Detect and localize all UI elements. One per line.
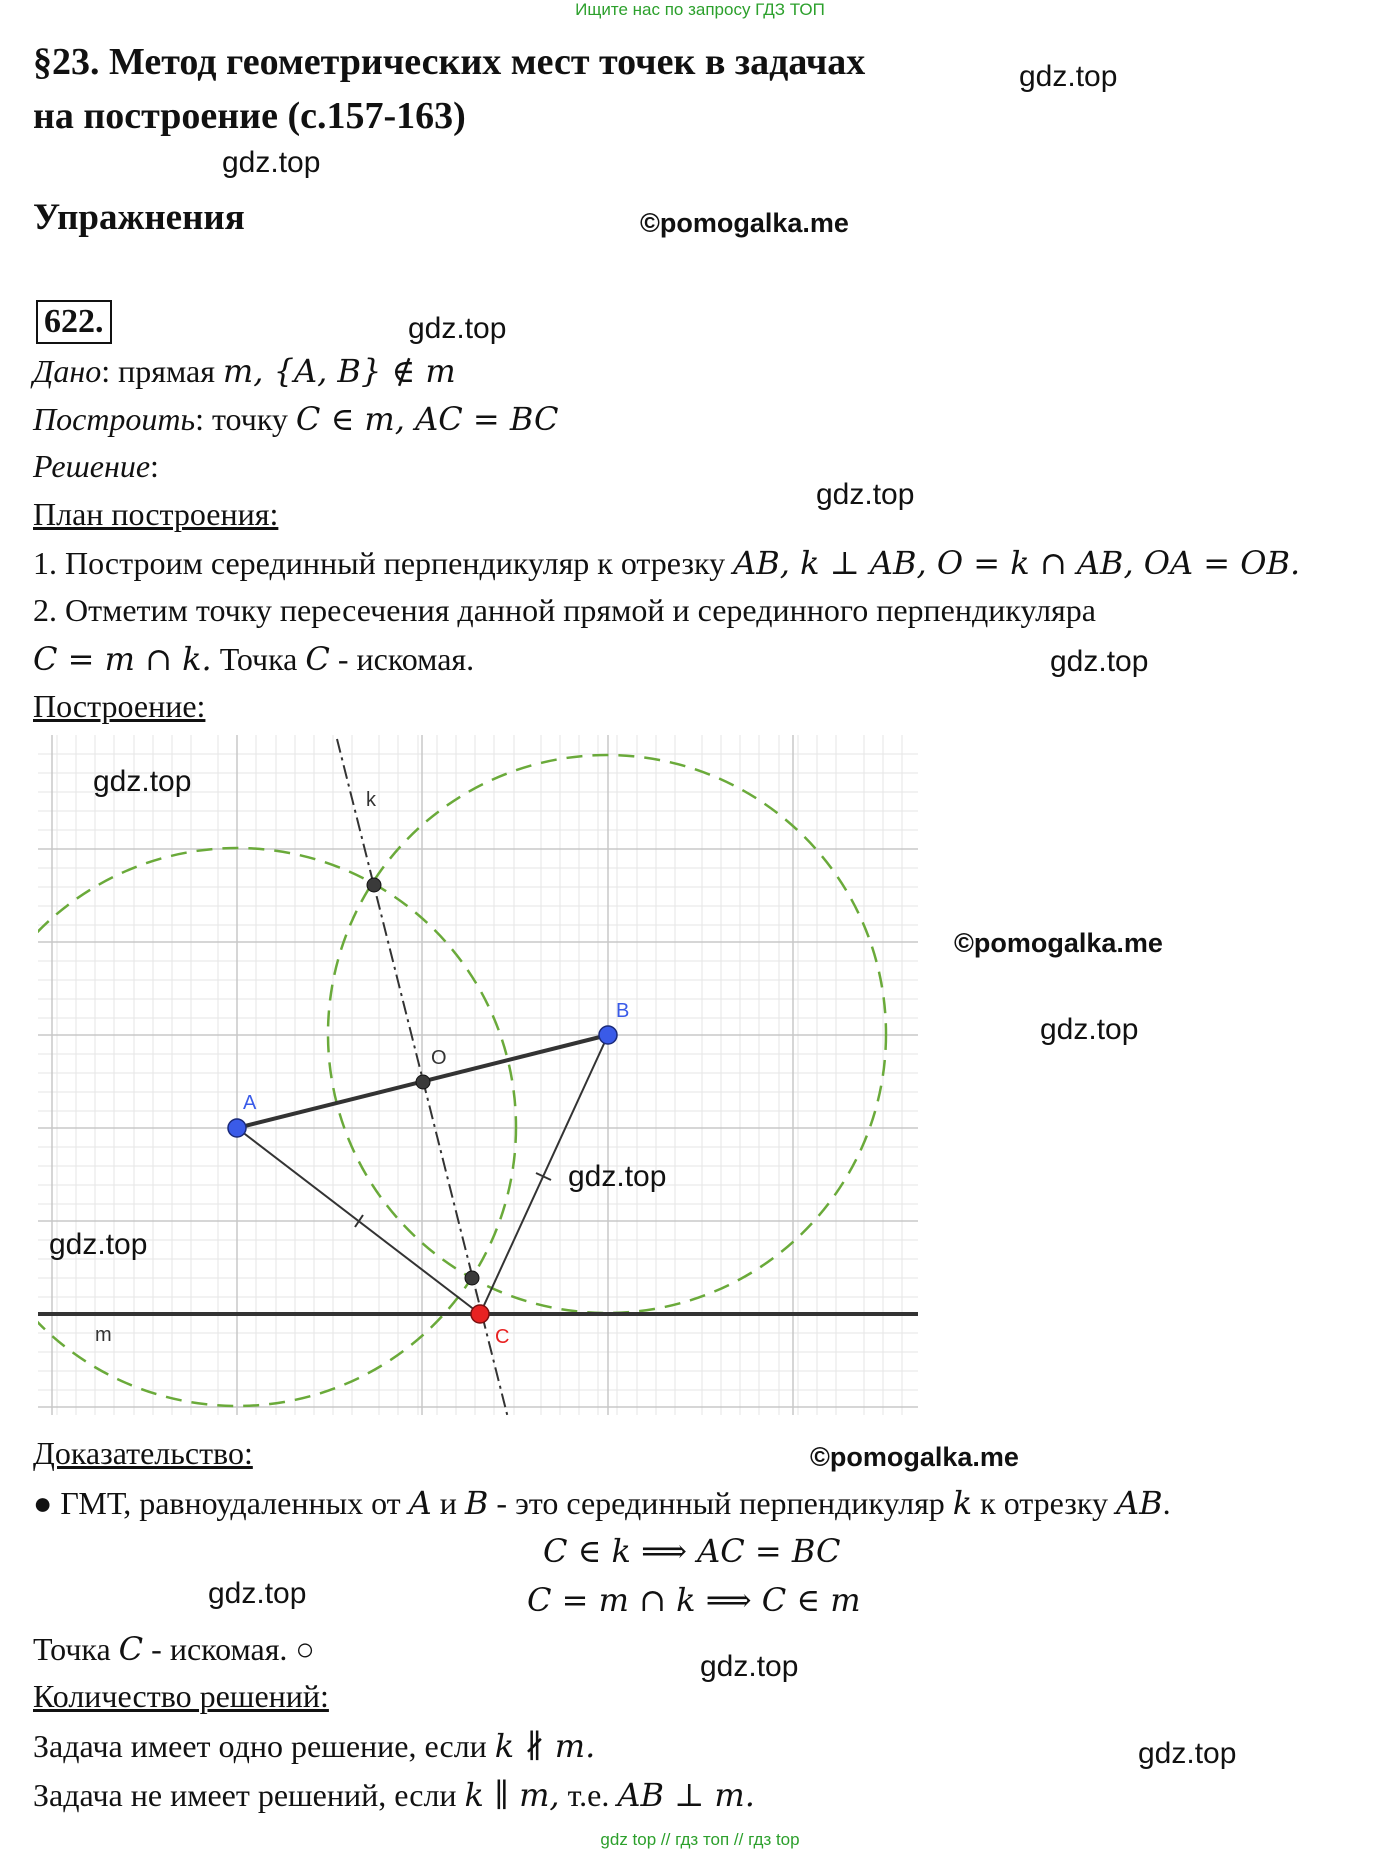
proof-bullet-text1: ● ГМТ, равноудаленных от — [33, 1485, 409, 1521]
solutions-line1-math: k ∦ m. — [494, 1727, 596, 1765]
proof-equation-2: C = m ∩ k ⟹ C ∈ m — [527, 1581, 861, 1619]
label-o: O — [431, 1047, 447, 1069]
step2b-text1: Точка — [211, 641, 306, 677]
step2b-math: C = m ∩ k. — [33, 640, 212, 678]
circle-center-a — [0, 848, 516, 1406]
solutions-line2-text: Задача не имеет решений, если — [33, 1777, 465, 1813]
proof-bullet — [33, 1484, 1171, 1522]
given-text: : прямая — [101, 353, 223, 389]
label-b: B — [616, 1000, 630, 1022]
point-a — [228, 1119, 246, 1137]
point-c — [471, 1305, 489, 1323]
step2b-text2: - искомая. — [329, 641, 475, 677]
conclusion-text1: Точка — [33, 1631, 119, 1667]
proof-bullet-a: A — [408, 1484, 432, 1522]
watermark-copyright: ©pomogalka.me — [640, 208, 849, 238]
construct-label: Построить — [33, 401, 196, 437]
proof-bullet-text3: к отрезку — [972, 1485, 1116, 1521]
watermark-gdz: gdz.top — [93, 765, 192, 798]
construction-circles — [0, 755, 886, 1406]
point-intersection-top — [367, 878, 381, 892]
label-c: C — [495, 1326, 510, 1348]
watermark-gdz: gdz.top — [1019, 60, 1118, 93]
watermark-gdz: gdz.top — [700, 1650, 799, 1683]
proof-bullet-and: и — [431, 1485, 465, 1521]
proof-bullet-b: B — [464, 1484, 489, 1522]
point-intersection-bottom — [465, 1271, 479, 1285]
top-banner: Ищите нас по запросу ГДЗ ТОП — [575, 0, 825, 19]
given-math: m, {A, B} ∉ m — [222, 352, 456, 390]
solutions-line2-math2: AB ⊥ m. — [617, 1776, 755, 1814]
construction-heading: Построение: — [33, 688, 206, 724]
proof-equation-1: C ∈ k ⟹ AC = BC — [543, 1532, 841, 1570]
watermark-gdz: gdz.top — [816, 478, 915, 511]
solutions-line-2 — [33, 1776, 755, 1814]
solution-label: Решение — [33, 448, 151, 484]
watermark-gdz: gdz.top — [568, 1160, 667, 1193]
watermark-gdz: gdz.top — [1040, 1013, 1139, 1046]
plan-heading: План построения: — [33, 496, 279, 532]
solutions-line2-math: k ∥ m, — [464, 1776, 560, 1814]
solution-colon: : — [150, 448, 159, 484]
watermark-gdz: gdz.top — [222, 146, 321, 179]
given-label: Дано — [33, 353, 102, 389]
page-title-line1: §23. Метод геометрических мест точек в задачах — [33, 41, 866, 83]
conclusion-c: C — [118, 1630, 144, 1668]
watermark-gdz: gdz.top — [1138, 1737, 1237, 1770]
solutions-line1-text: Задача имеет одно решение, если — [33, 1728, 495, 1764]
conclusion-text2: - искомая. ○ — [143, 1631, 315, 1667]
proof-bullet-text2: - это серединный перпендикуляр — [488, 1485, 953, 1521]
point-b — [599, 1026, 617, 1044]
page-title-line2: на построение (с.157-163) — [33, 95, 466, 137]
watermark-gdz: gdz.top — [208, 1577, 307, 1610]
step1-math: AB, k ⊥ AB, O = k ∩ AB, OA = OB. — [733, 544, 1301, 582]
proof-heading: Доказательство: — [33, 1435, 253, 1471]
solutions-line2-text2: т.е. — [559, 1777, 618, 1813]
plan-step-2: 2. Отметим точку пересечения данной прямой и серединного перпендикуляра — [33, 592, 1096, 628]
watermark-gdz: gdz.top — [1050, 645, 1149, 678]
proof-bullet-ab: AB — [1116, 1484, 1163, 1522]
construct-text: : точку — [195, 401, 296, 437]
footer-banner: gdz top // гдз топ // гдз top — [600, 1830, 800, 1849]
label-k: k — [366, 789, 376, 811]
step1-text: 1. Построим серединный перпендикуляр к отрезку — [33, 545, 734, 581]
watermark-copyright: ©pomogalka.me — [810, 1442, 1019, 1472]
proof-bullet-end: . — [1162, 1485, 1171, 1521]
point-o — [416, 1075, 430, 1089]
step2b-math2: C — [305, 640, 330, 678]
problem-number: 622. — [36, 300, 112, 344]
section-heading: Упражнения — [33, 197, 245, 238]
label-m: m — [95, 1324, 112, 1346]
watermark-copyright: ©pomogalka.me — [954, 928, 1163, 958]
proof-bullet-k: k — [952, 1484, 973, 1522]
label-a: A — [243, 1092, 257, 1114]
construct-math: C ∈ m, AC = BC — [295, 400, 559, 438]
watermark-gdz: gdz.top — [408, 312, 507, 345]
watermark-gdz: gdz.top — [49, 1228, 148, 1261]
solutions-line-1 — [33, 1727, 595, 1765]
proof-conclusion — [33, 1630, 315, 1668]
solutions-heading: Количество решений: — [33, 1678, 329, 1714]
